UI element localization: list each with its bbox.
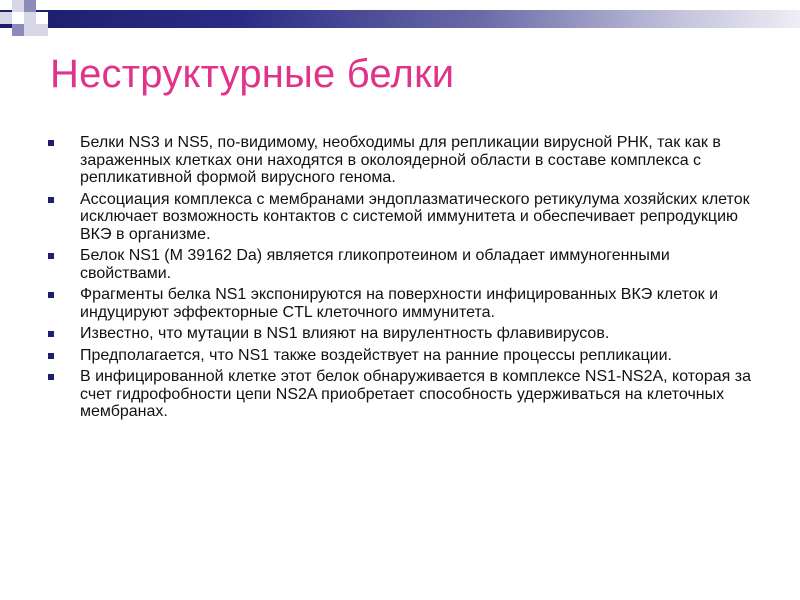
bullet-text: Белки NS3 и NS5, по-видимому, необходимы для репликации вирусной РНК, так как в зараженных клетках они находятся в околоядерной области в составе комплекса с репликативной формой вирусного генома. (80, 134, 721, 186)
decor-square (36, 24, 48, 36)
slide-title: Неструктурные белки (50, 52, 455, 96)
corner-decoration (0, 0, 48, 48)
bullet-item (44, 325, 756, 343)
bullet-text: Известно, что мутации в NS1 влияют на вирулентность флавивирусов. (80, 325, 610, 342)
square-bullet-icon (48, 331, 54, 337)
decor-square (12, 12, 24, 24)
square-bullet-icon (48, 353, 54, 359)
bullet-text: Предполагается, что NS1 также воздействует на ранние процессы репликации. (80, 346, 672, 364)
bullet-item (44, 368, 756, 421)
bullet-item (44, 134, 756, 187)
bullet-list (44, 134, 756, 425)
decor-square (36, 12, 48, 24)
square-bullet-icon (48, 253, 54, 259)
bullet-text: Фрагменты белка NS1 экспонируются на поверхности инфицированных ВКЭ клеток и индуцируют эффекторные CTL клеточного иммунитета. (80, 286, 719, 321)
decor-square (24, 12, 36, 24)
decor-square (12, 0, 24, 12)
decor-square (12, 24, 24, 36)
bullet-text: Ассоциация комплекса с мембранами эндоплазматического ретикулума хозяйских клеток исключает возможность контактов с системой иммунитета и обеспечивает репродукцию ВКЭ в организме. (80, 190, 750, 243)
bullet-text: В инфицированной клетке этот белок обнаруживается в комплексе NS1-NS2A, которая за счет гидрофобности цепи NS2A приобретает способность удерживаться на клеточных мембранах. (80, 368, 751, 420)
bullet-text: Белок NS1 (М 39162 Da) является гликопротеином и обладает иммуногенными свойствами. (80, 247, 670, 282)
square-bullet-icon (48, 292, 54, 298)
decor-square (0, 12, 12, 24)
square-bullet-icon (48, 197, 54, 203)
decor-square (24, 0, 36, 12)
square-bullet-icon (48, 140, 54, 146)
bullet-item (44, 247, 756, 282)
bullet-item (44, 347, 756, 365)
bullet-item (44, 286, 756, 321)
decor-square (24, 24, 36, 36)
bullet-item (44, 191, 756, 244)
header-gradient-band (0, 10, 800, 28)
square-bullet-icon (48, 374, 54, 380)
